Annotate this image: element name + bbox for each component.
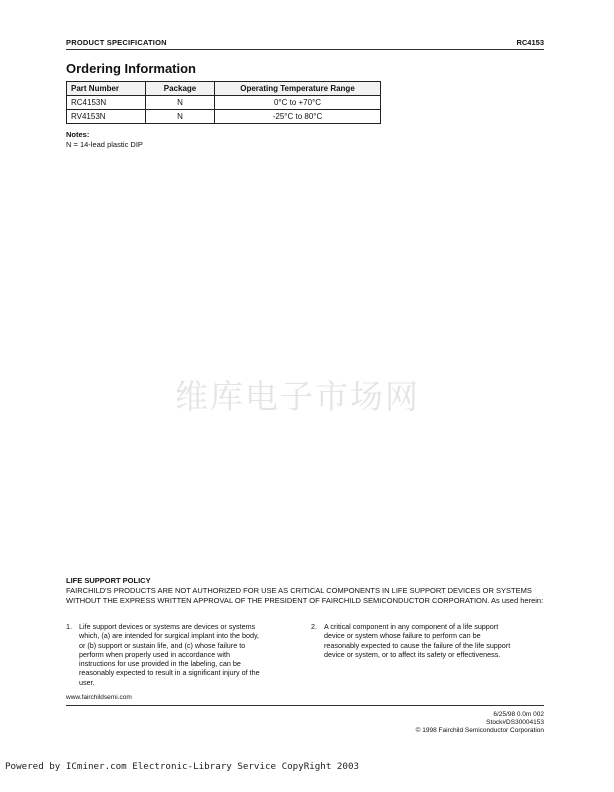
column-header-part-number: Part Number (67, 82, 146, 96)
footer-copyright: © 1998 Fairchild Semiconductor Corporation (415, 727, 544, 734)
life-support-body: FAIRCHILD'S PRODUCTS ARE NOT AUTHORIZED FOR USE AS CRITICAL COMPONENTS IN LIFE SUPPORT DEVICES OR SYSTEMS WITHOUT THE EXPRESS WRITTEN APPROVAL OF THE PRESIDENT OF FAIRCHILD SEMICONDUCTOR CORPORATION. As used herein: (66, 586, 544, 605)
cell-temperature: 0°C to +70°C (215, 96, 381, 110)
watermark-text: 维库电子市场网 (175, 377, 420, 416)
item-number: 2. (311, 622, 317, 631)
footer-date-code: 6/25/98 0.0m 002 (493, 711, 544, 718)
ordering-title: Ordering Information (66, 61, 196, 76)
item-line: reasonably expected to cause the failure of the life support (324, 640, 511, 650)
ordering-table (66, 81, 381, 124)
item-line: or (b) support or sustain life, and (c) whose failure to (79, 640, 246, 650)
cell-part-number: RC4153N (67, 96, 146, 110)
cell-package: N (146, 110, 215, 124)
item-line: A critical component in any component of a life support (324, 622, 499, 631)
column-header-temperature: Operating Temperature Range (215, 82, 381, 96)
powered-by-banner: Powered by ICminer.com Electronic-Library Service CopyRight 2003 (5, 761, 360, 772)
item-line: Life support devices or systems are devices or systems (79, 622, 256, 631)
item-text (79, 622, 260, 687)
item-line: device or system whose failure to perform can be (324, 631, 481, 641)
notes-text: N = 14-lead plastic DIP (66, 140, 143, 149)
item-number: 1. (66, 622, 72, 631)
item-line: device or system, or to affect its safety or effectiveness. (324, 649, 501, 659)
cell-package: N (146, 96, 215, 110)
table-row (67, 96, 381, 110)
item-line: instructions for use provided in the labeling, can be (79, 659, 241, 669)
item-line: reasonably expected to result in a significant injury of the (79, 668, 260, 678)
footer-stock-number: Stock#DS30004153 (486, 719, 544, 726)
cell-part-number: RV4153N (67, 110, 146, 124)
table-row (67, 110, 381, 124)
life-support-title: LIFE SUPPORT POLICY (66, 576, 151, 585)
footer-divider (66, 705, 544, 706)
item-line: which, (a) are intended for surgical implant into the body, (79, 631, 260, 641)
item-line: perform when properly used in accordance with (79, 649, 231, 659)
item-text (324, 622, 510, 659)
header-part-number: RC4153 (516, 38, 544, 47)
column-header-package: Package (146, 82, 215, 96)
header-product-spec: PRODUCT SPECIFICATION (66, 38, 167, 47)
notes-title: Notes: (66, 130, 90, 139)
cell-temperature: -25°C to 80°C (215, 110, 381, 124)
header-divider (66, 49, 544, 50)
footer-url-link[interactable]: www.fairchildsemi.com (66, 694, 132, 701)
table-header-row (67, 82, 381, 96)
item-line: user. (79, 677, 95, 687)
